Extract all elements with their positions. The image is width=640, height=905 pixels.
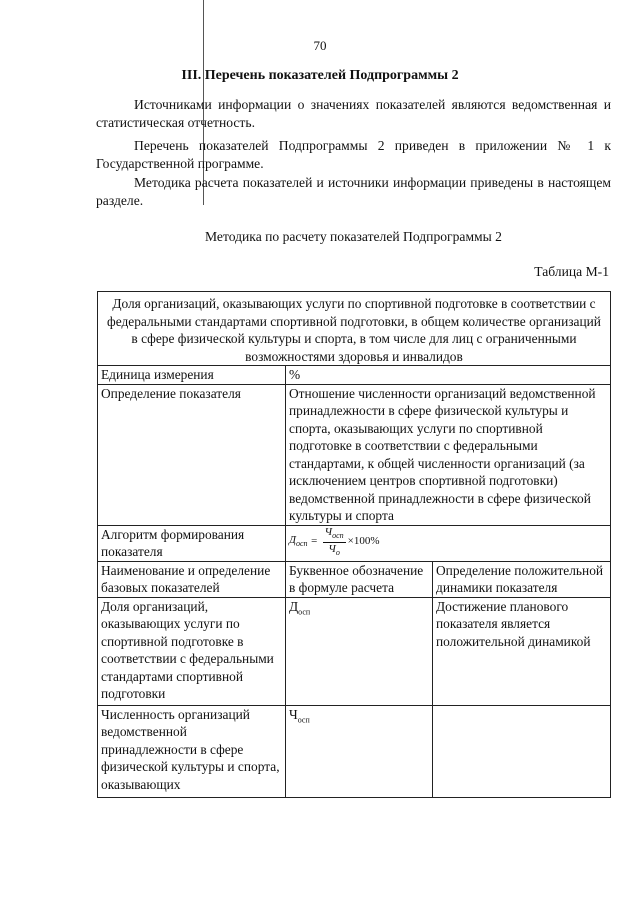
row-name: Численность организаций ведомственной принадлежности в сфере физической культуры и спорта, оказывающих xyxy=(98,705,286,798)
methodology-heading: Методика по расчету показателей Подпрограммы 2 xyxy=(205,229,502,244)
formula-denominator: $Ч_о$ xyxy=(328,542,340,557)
base-header-row xyxy=(98,561,611,597)
algorithm-formula-cell xyxy=(286,525,611,561)
formula-fraction xyxy=(323,526,346,559)
unit-row xyxy=(98,366,611,385)
paragraph-methodology: Методика расчета показателей и источники информации приведены в настоящем разделе. xyxy=(96,175,611,208)
table-row xyxy=(98,597,611,705)
header-name: Наименование и определение базовых показателей xyxy=(98,561,286,597)
table-label: Таблица М-1 xyxy=(534,264,609,279)
definition-value: Отношение численности организаций ведомственной принадлежности в сфере физической культуры и спорта, оказывающих услуги по спортивной подготовке в соответствии с федеральными стандартами, к общей численности организаций (за исключением центров спортивной подготовки) ведомственной принадлежности в сфере физической культуры и спорта xyxy=(286,384,611,525)
row-symbol: $Ч_{осп}$ xyxy=(286,705,433,798)
formula-numerator: $Ч_{осп}$ xyxy=(323,526,346,543)
header-dynamics: Определение положительной динамики показателя xyxy=(433,561,611,597)
indicator-table xyxy=(97,291,611,798)
table-title-row xyxy=(98,292,611,366)
page-number: 70 xyxy=(313,38,327,53)
row-dynamics: Достижение планового показателя является положительной динамикой xyxy=(433,597,611,705)
formula-tail: ×100% xyxy=(347,535,380,548)
section-heading: III. Перечень показателей Подпрограммы 2 xyxy=(181,68,459,83)
table-title: Доля организаций, оказывающих услуги по спортивной подготовке в соответствии с федеральными стандартами спортивной подготовки, в общем количестве организаций в сфере физической культуры и спорта, в том числе для лиц с ограниченными возможностями здоровья и инвалидов xyxy=(98,292,611,366)
algorithm-row xyxy=(98,525,611,561)
definition-row xyxy=(98,384,611,525)
formula: $Д_{осп}$ = $\frac{Ч_{осп}}{Ч_о}$ ×100% xyxy=(289,525,380,557)
table-row xyxy=(98,705,611,798)
paragraph-sources: Источниками информации о значениях показателей являются ведомственная и статистическая отчетность. xyxy=(96,97,611,130)
unit-label: Единица измерения xyxy=(98,366,286,385)
definition-label: Определение показателя xyxy=(98,384,286,525)
unit-value: % xyxy=(286,366,611,385)
header-symbol: Буквенное обозначение в формуле расчета xyxy=(286,561,433,597)
algorithm-label: Алгоритм формирования показателя xyxy=(98,525,286,561)
paragraph-list: Перечень показателей Подпрограммы 2 приведен в приложении № 1 к Государственной программе. xyxy=(96,138,611,171)
formula-lhs: $Д_{осп}$ xyxy=(289,533,308,549)
row-symbol: $Д_{осп}$ xyxy=(286,597,433,705)
row-name: Доля организаций, оказывающих услуги по спортивной подготовке в соответствии с федеральными стандартами спортивной подготовки xyxy=(98,597,286,705)
row-dynamics xyxy=(433,705,611,798)
